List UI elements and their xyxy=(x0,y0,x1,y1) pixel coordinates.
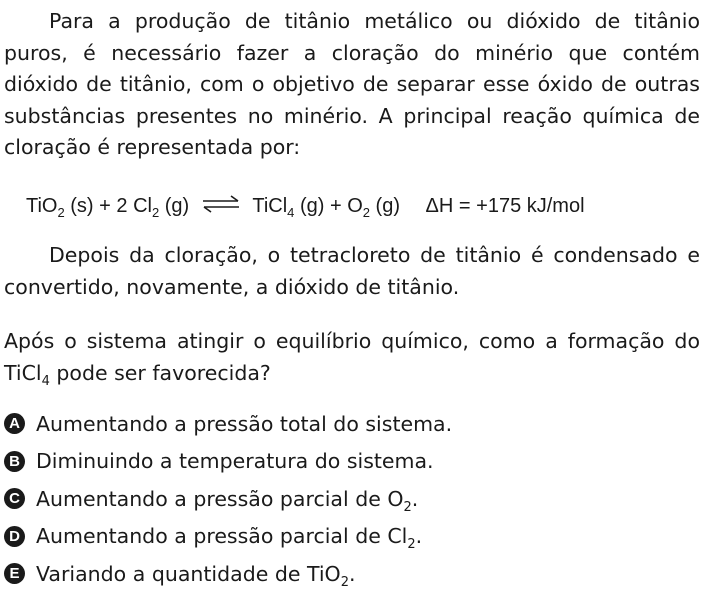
option-letter-badge: E xyxy=(4,563,25,584)
answer-options xyxy=(4,405,700,593)
product-o2: $O_2$ (g) xyxy=(347,195,400,220)
reactant-tio2: TiO$_2$ (s) xyxy=(26,195,94,220)
option-text: Variando a quantidade de TiO$_2$. xyxy=(36,561,356,590)
option-d[interactable] xyxy=(4,518,700,556)
option-e[interactable] xyxy=(4,555,700,593)
chemical-equation xyxy=(26,194,696,218)
equilibrium-arrow-icon xyxy=(201,194,241,214)
option-a[interactable] xyxy=(4,405,700,443)
option-text: Diminuindo a temperatura do sistema. xyxy=(36,449,434,474)
option-c[interactable] xyxy=(4,480,700,518)
question-text: Após o sistema atingir o equilíbrio químico, como a formação do TiCl$_4$ pode ser favorecida? xyxy=(4,329,700,389)
option-letter-badge: C xyxy=(4,488,25,509)
option-text: Aumentando a pressão parcial de $O_2$. xyxy=(36,486,419,515)
plus-sign: + xyxy=(324,195,348,217)
intro-paragraph: Para a produção de titânio metálico ou dióxido de titânio puros, é necessário fazer a cloração do minério que contém dióxido de titânio, com o objetivo de separar esse óxido de outras substâncias presentes no minério. A principal reação química de cloração é representada por: xyxy=(4,9,700,159)
enthalpy-value: ΔH = +175 kJ/mol xyxy=(425,195,585,217)
option-text: Aumentando a pressão total do sistema. xyxy=(36,411,453,436)
reactant-cl2: $Cl_2$ (g) xyxy=(133,195,190,220)
option-letter-badge: D xyxy=(4,526,25,547)
option-letter-badge: A xyxy=(4,413,25,434)
option-b[interactable] xyxy=(4,443,700,481)
plus-sign: + 2 xyxy=(93,195,134,217)
option-letter-badge: B xyxy=(4,451,25,472)
context-paragraph: Depois da cloração, o tetracloreto de titânio é condensado e convertido, novamente, a dióxido de titânio. xyxy=(4,243,700,299)
product-ticl4: TiCl$_4$ (g) xyxy=(252,195,325,220)
option-text: Aumentando a pressão parcial de $Cl_2$. xyxy=(36,524,423,553)
